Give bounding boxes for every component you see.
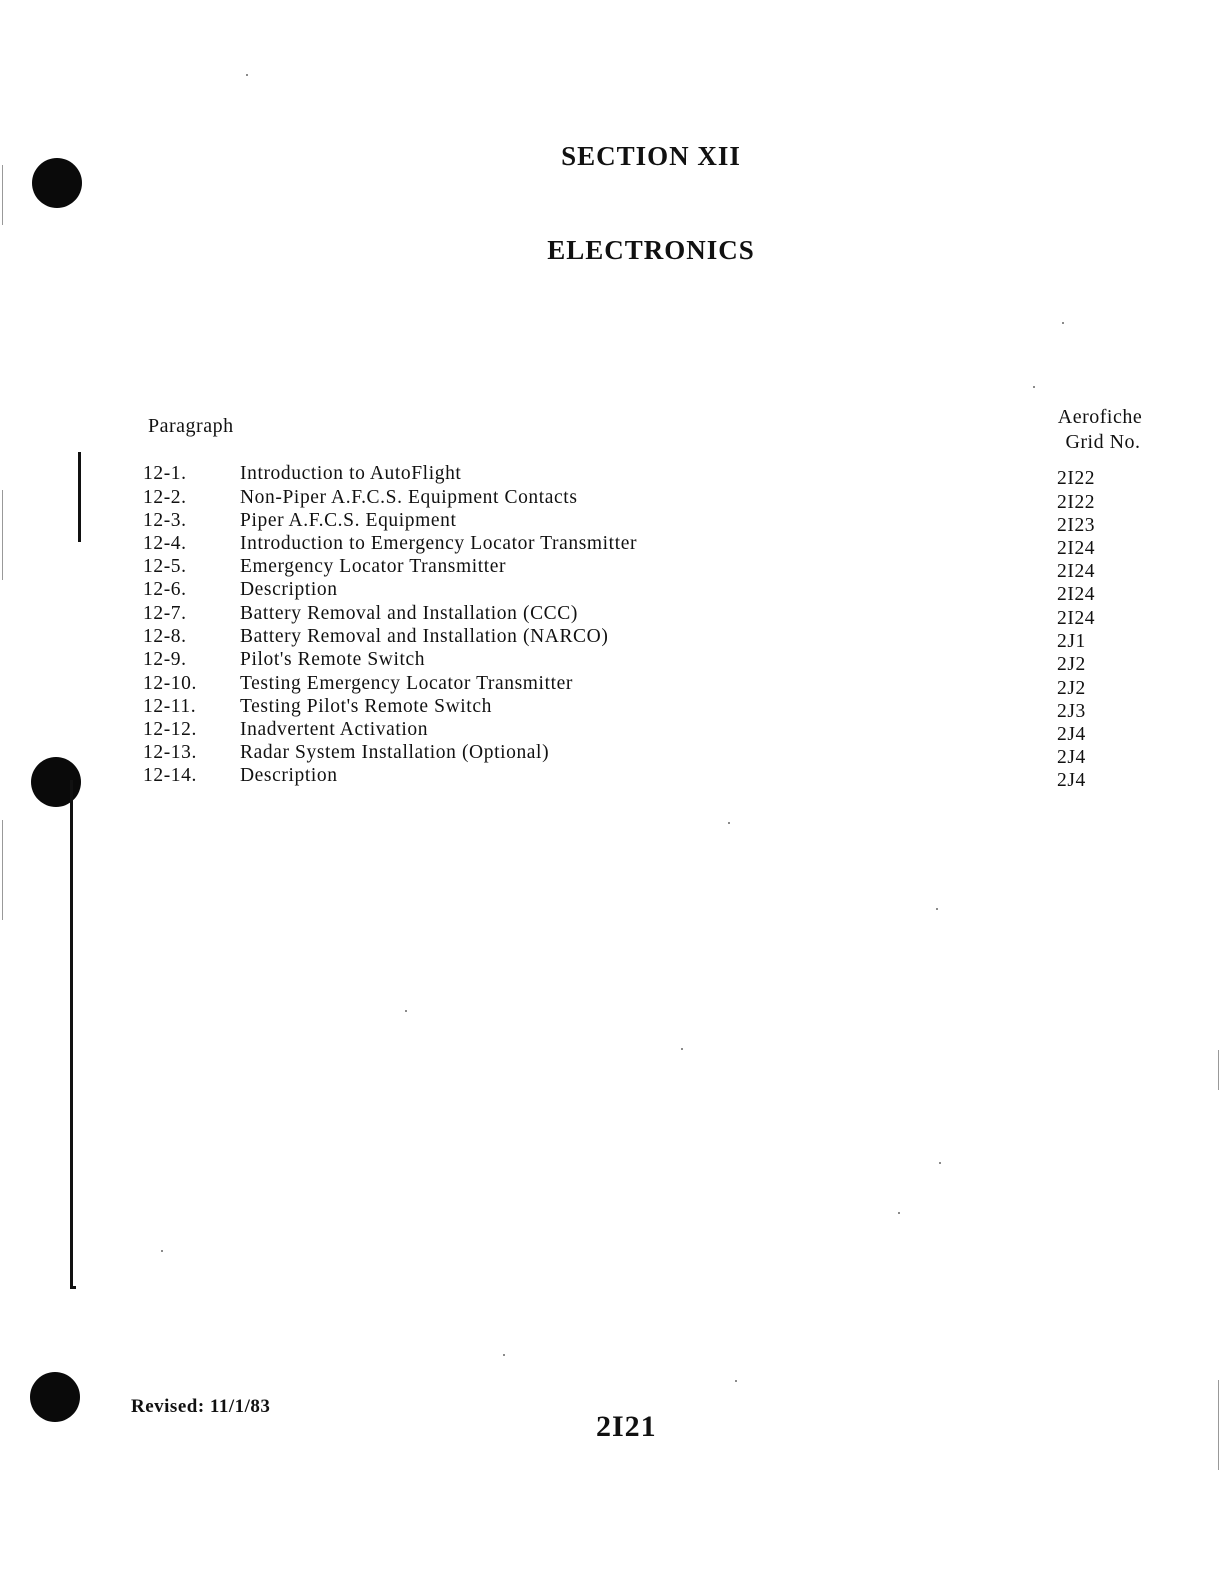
scan-speck <box>939 1162 941 1164</box>
toc-paragraph-number: 12-12. <box>143 719 197 740</box>
toc-paragraph-number: 12-4. <box>143 533 187 554</box>
scan-speck <box>1062 322 1064 324</box>
toc-entry-title: Battery Removal and Installation (CCC) <box>240 603 584 624</box>
revision-bar-tick <box>70 1286 76 1289</box>
toc-grid-number: 2J2 <box>1057 654 1086 675</box>
dot-leader <box>240 780 1036 782</box>
toc-row <box>143 672 1103 699</box>
toc-grid-number: 2I23 <box>1057 515 1096 536</box>
scan-speck <box>405 1010 407 1012</box>
toc-paragraph-number: 12-9. <box>143 649 187 670</box>
toc-entry <box>240 625 1036 648</box>
toc-entry-title: Description <box>240 765 344 786</box>
revision-bar-lower <box>70 780 73 1288</box>
toc-entry <box>240 648 1036 671</box>
toc-grid-number: 2J2 <box>1057 678 1086 699</box>
toc-entry-title: Introduction to Emergency Locator Transmitter <box>240 533 643 554</box>
scan-speck <box>681 1048 683 1050</box>
toc-entry <box>240 509 1036 532</box>
toc-grid-number: 2J1 <box>1057 631 1086 652</box>
toc-paragraph-number: 12-3. <box>143 510 187 531</box>
toc-entry-title: Piper A.F.C.S. Equipment <box>240 510 463 531</box>
scan-speck <box>1033 386 1035 388</box>
scan-edge-mark <box>2 490 3 580</box>
toc-entry <box>240 764 1036 787</box>
toc-entry-title: Description <box>240 579 344 600</box>
toc-entry-title: Non-Piper A.F.C.S. Equipment Contacts <box>240 487 584 508</box>
toc-row <box>143 486 1103 513</box>
toc-grid-number: 2J4 <box>1057 747 1086 768</box>
toc-grid-number: 2J3 <box>1057 701 1086 722</box>
toc-entry-title: Introduction to AutoFlight <box>240 463 467 484</box>
toc-row <box>143 648 1103 675</box>
scan-speck <box>898 1212 900 1214</box>
toc-paragraph-number: 12-6. <box>143 579 187 600</box>
toc-paragraph-number: 12-7. <box>143 603 187 624</box>
toc-row <box>143 602 1103 629</box>
toc-entry-title: Inadvertent Activation <box>240 719 434 740</box>
revision-date: Revised: 11/1/83 <box>131 1396 271 1417</box>
toc-entry <box>240 695 1036 718</box>
toc-entry-title: Emergency Locator Transmitter <box>240 556 512 577</box>
scan-speck <box>735 1380 737 1382</box>
toc-grid-number: 2I24 <box>1057 584 1096 605</box>
section-number: SECTION XII <box>561 141 741 171</box>
page-number: 2I21 <box>596 1410 657 1443</box>
toc-grid-number: 2I24 <box>1057 538 1096 559</box>
scan-speck <box>503 1354 505 1356</box>
scan-speck <box>161 1250 163 1252</box>
toc-paragraph-number: 12-5. <box>143 556 187 577</box>
toc-entry <box>240 532 1036 555</box>
toc-entry-title: Battery Removal and Installation (NARCO) <box>240 626 614 647</box>
scan-edge-mark <box>2 165 3 225</box>
column-heading-grid-line1: Aerofiche <box>1057 406 1143 428</box>
punch-hole-middle <box>31 757 81 807</box>
toc-entry-title: Testing Emergency Locator Transmitter <box>240 673 579 694</box>
toc-entry-title: Testing Pilot's Remote Switch <box>240 696 498 717</box>
scan-speck <box>728 822 730 824</box>
toc-row <box>143 625 1103 652</box>
toc-grid-number: 2I24 <box>1057 561 1096 582</box>
section-title: ELECTRONICS <box>547 235 755 265</box>
punch-hole-bottom <box>30 1372 80 1422</box>
scan-speck <box>936 908 938 910</box>
toc-row <box>143 764 1103 791</box>
toc-row <box>143 578 1103 605</box>
column-heading-paragraph: Paragraph <box>148 415 234 437</box>
toc-paragraph-number: 12-2. <box>143 487 187 508</box>
toc-grid-number: 2I24 <box>1057 608 1096 629</box>
scan-edge-mark <box>2 820 3 920</box>
toc-row <box>143 509 1103 536</box>
toc-entry <box>240 672 1036 695</box>
scan-edge-mark <box>1218 1050 1219 1090</box>
toc-paragraph-number: 12-11. <box>143 696 197 717</box>
toc-paragraph-number: 12-8. <box>143 626 187 647</box>
toc-row <box>143 555 1103 582</box>
toc-paragraph-number: 12-14. <box>143 765 197 786</box>
toc-entry <box>240 718 1036 741</box>
toc-row <box>143 718 1103 745</box>
scan-speck <box>246 74 248 76</box>
toc-row <box>143 532 1103 559</box>
toc-entry <box>240 602 1036 625</box>
toc-row <box>143 695 1103 722</box>
toc-paragraph-number: 12-10. <box>143 673 197 694</box>
dot-leader <box>240 594 1036 596</box>
toc-grid-number: 2I22 <box>1057 492 1096 513</box>
toc-entry <box>240 462 1036 485</box>
toc-entry <box>240 486 1036 509</box>
toc-paragraph-number: 12-13. <box>143 742 197 763</box>
toc-entry <box>240 578 1036 601</box>
column-heading-grid <box>1044 405 1156 455</box>
toc-entry-title: Radar System Installation (Optional) <box>240 742 555 763</box>
column-heading-grid-line2: Grid No. <box>1065 431 1141 453</box>
toc-entry <box>240 555 1036 578</box>
toc-grid-number: 2J4 <box>1057 724 1086 745</box>
toc-grid-number: 2I22 <box>1057 468 1096 489</box>
toc-row <box>143 741 1103 768</box>
toc-grid-number: 2J4 <box>1057 770 1086 791</box>
toc-row <box>143 462 1103 489</box>
toc-entry <box>240 741 1036 764</box>
toc-entry-title: Pilot's Remote Switch <box>240 649 431 670</box>
revision-bar-upper <box>78 452 81 542</box>
toc-paragraph-number: 12-1. <box>143 463 187 484</box>
scan-edge-mark <box>1218 1380 1219 1470</box>
